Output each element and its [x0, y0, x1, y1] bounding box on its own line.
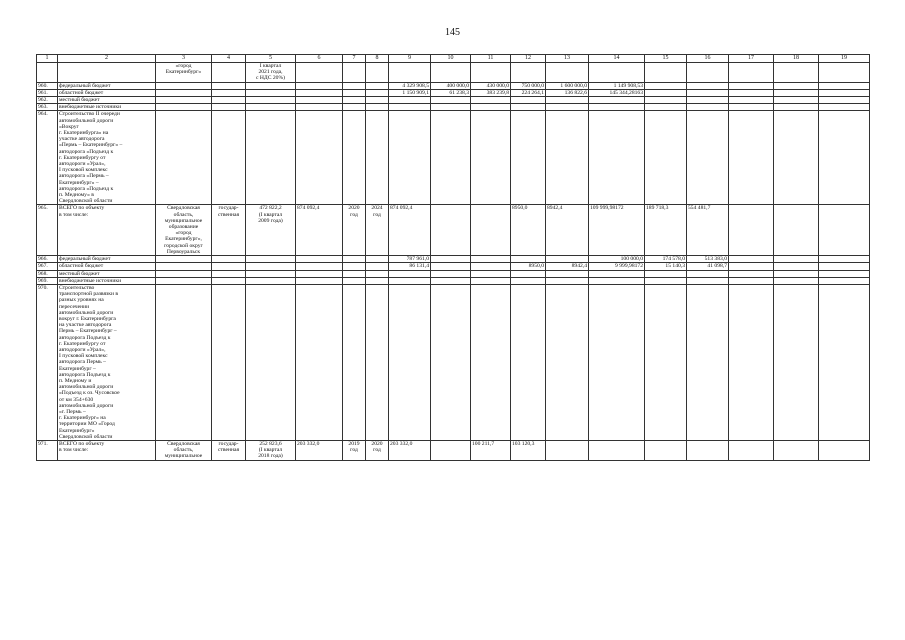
- table-cell: [819, 205, 870, 256]
- column-header: 4: [212, 55, 246, 63]
- table-cell: [645, 89, 687, 96]
- table-cell: 4 329 908,5: [389, 82, 431, 89]
- table-cell: [212, 263, 246, 270]
- table-cell: федеральный бюджет: [58, 82, 156, 89]
- table-cell: [729, 97, 774, 104]
- row-number: 969.: [37, 277, 58, 284]
- page-number: 145: [445, 27, 460, 38]
- table-cell: [729, 63, 774, 83]
- table-cell: [774, 111, 819, 205]
- table-cell: 8950,0: [511, 263, 546, 270]
- table-cell: [471, 205, 511, 256]
- table-cell: [389, 104, 431, 111]
- table-cell: [366, 82, 389, 89]
- table-cell: 189 718,3: [645, 205, 687, 256]
- table-cell: 1 600 000,0: [546, 82, 589, 89]
- table-cell: [511, 111, 546, 205]
- table-cell: [819, 97, 870, 104]
- table-cell: областной бюджет: [58, 89, 156, 96]
- table-cell: [471, 263, 511, 270]
- table-cell: [431, 270, 471, 277]
- table-cell: [511, 104, 546, 111]
- table-cell: [389, 111, 431, 205]
- table-cell: [729, 104, 774, 111]
- table-cell: [366, 63, 389, 83]
- table-cell: 109 999,98172: [589, 205, 645, 256]
- column-header: 5: [246, 55, 296, 63]
- table-cell: 750 000,0: [511, 82, 546, 89]
- table-cell: 430 000,0: [471, 82, 511, 89]
- table-cell: 203 332,0: [389, 440, 431, 460]
- table-cell: [819, 111, 870, 205]
- table-cell: [296, 63, 343, 83]
- budget-table: [36, 54, 870, 461]
- table-cell: 1 150 909,1: [389, 89, 431, 96]
- table-cell: [343, 63, 366, 83]
- table-cell: [296, 277, 343, 284]
- table-cell: [819, 104, 870, 111]
- table-cell: [645, 63, 687, 83]
- table-cell: [246, 97, 296, 104]
- table-cell: [389, 270, 431, 277]
- table-cell: 9 999,98172: [589, 263, 645, 270]
- table-cell: [687, 82, 729, 89]
- table-cell: [471, 284, 511, 440]
- table-row: [37, 97, 870, 104]
- table-row: [37, 440, 870, 460]
- table-cell: [729, 270, 774, 277]
- table-cell: ВСЕГО по объекту в том числе:: [58, 205, 156, 256]
- column-header: 11: [471, 55, 511, 63]
- table-cell: внебюджетные источники: [58, 104, 156, 111]
- table-cell: 203 332,0: [296, 440, 343, 460]
- table-cell: 103 120,3: [511, 440, 546, 460]
- table-cell: 513 383,0: [687, 256, 729, 263]
- column-header: 14: [589, 55, 645, 63]
- table-cell: 136 822,6: [546, 89, 589, 96]
- table-cell: [471, 104, 511, 111]
- table-cell: [511, 270, 546, 277]
- table-cell: [774, 263, 819, 270]
- table-cell: [729, 284, 774, 440]
- column-header: 10: [431, 55, 471, 63]
- table-cell: [645, 440, 687, 460]
- table-cell: [729, 277, 774, 284]
- table-cell: [774, 63, 819, 83]
- table-cell: [343, 263, 366, 270]
- table-cell: [212, 97, 246, 104]
- table-cell: [774, 277, 819, 284]
- column-header: 16: [687, 55, 729, 63]
- table-cell: [58, 63, 156, 83]
- table-cell: государ- ственная: [212, 205, 246, 256]
- table-cell: 8950,0: [511, 205, 546, 256]
- table-cell: Свердловская область, муниципальное: [156, 440, 212, 460]
- table-cell: [246, 263, 296, 270]
- column-header: 6: [296, 55, 343, 63]
- table-cell: [212, 89, 246, 96]
- table-cell: 554 481,7: [687, 205, 729, 256]
- table-cell: [687, 97, 729, 104]
- table-cell: [589, 104, 645, 111]
- table-row: [37, 270, 870, 277]
- table-row: [37, 277, 870, 284]
- table-cell: [645, 270, 687, 277]
- table-cell: Строительство транспортной развязки в разных уровнях на пересечении автомобильной дороги вокруг г. Екатеринбурга на участке автодорога Пермь – Екатеринбург – автодорога Подъезд к г. Екатеринбургу от автодороги «Урал», I пусковой комплекс автодорога Пермь – Екатеринбург – автодорога Подъезд к п. Медному и автомобильной дороги «Подъезд к оз. Чусовское от км 354+630 автомобильной дороги «г. Пермь – г. Екатеринбург» на территории МО «Город Екатеринбург» Свердловской области: [58, 284, 156, 440]
- column-header: 13: [546, 55, 589, 63]
- table-cell: 15 140,3: [645, 263, 687, 270]
- table-cell: [431, 63, 471, 83]
- table-cell: [431, 277, 471, 284]
- table-cell: [589, 111, 645, 205]
- table-cell: 8942,4: [546, 205, 589, 256]
- table-cell: [296, 284, 343, 440]
- table-cell: [431, 205, 471, 256]
- table-cell: 787 961,0: [389, 256, 431, 263]
- table-cell: [343, 104, 366, 111]
- table-cell: [156, 89, 212, 96]
- table-cell: [511, 277, 546, 284]
- table-cell: [366, 256, 389, 263]
- table-cell: [431, 256, 471, 263]
- table-cell: [819, 256, 870, 263]
- table-cell: [471, 63, 511, 83]
- table-cell: [156, 256, 212, 263]
- table-cell: [729, 205, 774, 256]
- table-cell: [389, 97, 431, 104]
- row-number: [37, 63, 58, 83]
- table-cell: [343, 277, 366, 284]
- table-cell: [343, 256, 366, 263]
- table-cell: [546, 104, 589, 111]
- table-cell: [156, 263, 212, 270]
- table-cell: [546, 97, 589, 104]
- table-cell: Свердловская область, муниципальное образование «город Екатеринбург», городской округ Первоуральск: [156, 205, 212, 256]
- table-cell: [687, 270, 729, 277]
- table-cell: [774, 104, 819, 111]
- table-row: [37, 205, 870, 256]
- column-header: 7: [343, 55, 366, 63]
- table-cell: [296, 111, 343, 205]
- table-cell: [645, 111, 687, 205]
- table-cell: [246, 89, 296, 96]
- column-header: 9: [389, 55, 431, 63]
- table-cell: [431, 104, 471, 111]
- table-cell: [774, 97, 819, 104]
- table-cell: [156, 97, 212, 104]
- table-cell: [729, 111, 774, 205]
- column-header: 18: [774, 55, 819, 63]
- table-cell: [546, 111, 589, 205]
- table-cell: [296, 104, 343, 111]
- table-cell: [687, 284, 729, 440]
- table-cell: [343, 111, 366, 205]
- table-cell: [819, 263, 870, 270]
- table-cell: [687, 277, 729, 284]
- table-cell: [645, 97, 687, 104]
- table-cell: [212, 63, 246, 83]
- table-cell: 400 000,0: [431, 82, 471, 89]
- table-cell: [774, 82, 819, 89]
- table-cell: [156, 82, 212, 89]
- table-cell: ВСЕГО по объекту в том числе:: [58, 440, 156, 460]
- table-cell: [296, 270, 343, 277]
- column-header: 15: [645, 55, 687, 63]
- table-cell: 100 000,0: [589, 256, 645, 263]
- table-cell: [296, 89, 343, 96]
- table-cell: 1 149 908,53: [589, 82, 645, 89]
- table-cell: 41 098,7: [687, 263, 729, 270]
- table-cell: 874 092,4: [296, 205, 343, 256]
- table-cell: 252 823,6 (I квартал 2018 года): [246, 440, 296, 460]
- table-cell: [819, 82, 870, 89]
- table-cell: [546, 270, 589, 277]
- table-cell: [212, 270, 246, 277]
- column-header: 8: [366, 55, 389, 63]
- table-cell: [156, 284, 212, 440]
- table-cell: [366, 284, 389, 440]
- table-cell: 86 131,4: [389, 263, 431, 270]
- table-cell: [589, 63, 645, 83]
- table-cell: [729, 82, 774, 89]
- table-cell: [687, 111, 729, 205]
- table-cell: [546, 63, 589, 83]
- table-cell: [296, 82, 343, 89]
- table-cell: [546, 256, 589, 263]
- table-cell: [774, 270, 819, 277]
- table-cell: [819, 270, 870, 277]
- table-cell: [343, 284, 366, 440]
- table-cell: [366, 89, 389, 96]
- table-cell: 8942,4: [546, 263, 589, 270]
- table-cell: [246, 82, 296, 89]
- table-cell: [343, 270, 366, 277]
- table-cell: [819, 89, 870, 96]
- table-cell: [589, 270, 645, 277]
- table-cell: внебюджетные источники: [58, 277, 156, 284]
- row-number: 960.: [37, 82, 58, 89]
- table-cell: [589, 440, 645, 460]
- table-cell: [431, 97, 471, 104]
- table-row: [37, 63, 870, 83]
- row-number: 971.: [37, 440, 58, 460]
- table-cell: [343, 82, 366, 89]
- table-cell: [471, 270, 511, 277]
- table-cell: [589, 277, 645, 284]
- table-cell: [729, 440, 774, 460]
- table-cell: [511, 256, 546, 263]
- row-number: 968.: [37, 270, 58, 277]
- column-header: 2: [58, 55, 156, 63]
- table-cell: [366, 104, 389, 111]
- table-cell: [511, 97, 546, 104]
- table-cell: [246, 277, 296, 284]
- row-number: 961.: [37, 89, 58, 96]
- table-cell: [774, 205, 819, 256]
- table-cell: [645, 82, 687, 89]
- table-cell: I квартал 2021 года, с НДС 20%): [246, 63, 296, 83]
- table-cell: 2020 год: [343, 205, 366, 256]
- table-cell: 145 344,28163: [589, 89, 645, 96]
- column-header: 12: [511, 55, 546, 63]
- table-cell: [546, 277, 589, 284]
- table-cell: [156, 270, 212, 277]
- table-cell: [589, 284, 645, 440]
- row-number: 963.: [37, 104, 58, 111]
- table-cell: 383 239,8: [471, 89, 511, 96]
- row-number: 966.: [37, 256, 58, 263]
- table-cell: [212, 256, 246, 263]
- table-cell: [212, 111, 246, 205]
- table-cell: [645, 277, 687, 284]
- table-cell: [156, 111, 212, 205]
- table-cell: [431, 284, 471, 440]
- column-header: 1: [37, 55, 58, 63]
- table-cell: [511, 284, 546, 440]
- table-cell: [471, 97, 511, 104]
- table-row: [37, 104, 870, 111]
- table-row: [37, 111, 870, 205]
- table-cell: [729, 263, 774, 270]
- table-cell: 174 578,0: [645, 256, 687, 263]
- table-cell: [343, 89, 366, 96]
- table-cell: [546, 440, 589, 460]
- table-cell: 2024 год: [366, 205, 389, 256]
- table-cell: 100 211,7: [471, 440, 511, 460]
- table-cell: [246, 284, 296, 440]
- table-cell: [431, 111, 471, 205]
- table-cell: [246, 104, 296, 111]
- header-row: [37, 55, 870, 63]
- row-number: 962.: [37, 97, 58, 104]
- table-cell: [366, 111, 389, 205]
- table-cell: [212, 277, 246, 284]
- table-cell: [212, 82, 246, 89]
- table-cell: [212, 104, 246, 111]
- table-cell: [246, 111, 296, 205]
- table-cell: государ- ственная: [212, 440, 246, 460]
- table-cell: [729, 256, 774, 263]
- table-cell: [645, 104, 687, 111]
- table-cell: 224 264,1: [511, 89, 546, 96]
- table-row: [37, 284, 870, 440]
- table-cell: [774, 256, 819, 263]
- table-cell: местный бюджет: [58, 270, 156, 277]
- table-cell: [819, 440, 870, 460]
- table-cell: [546, 284, 589, 440]
- table-cell: [729, 89, 774, 96]
- column-header: 17: [729, 55, 774, 63]
- table-cell: [774, 440, 819, 460]
- table-cell: 874 092,4: [389, 205, 431, 256]
- table-cell: [819, 63, 870, 83]
- table-cell: [431, 263, 471, 270]
- table-cell: областной бюджет: [58, 263, 156, 270]
- table-cell: [687, 104, 729, 111]
- table-cell: [366, 263, 389, 270]
- table-cell: [511, 63, 546, 83]
- column-header: 3: [156, 55, 212, 63]
- table-cell: [431, 440, 471, 460]
- table-cell: [774, 89, 819, 96]
- table-cell: [389, 277, 431, 284]
- row-number: 965.: [37, 205, 58, 256]
- row-number: 967.: [37, 263, 58, 270]
- table-cell: 472 822,2 (I квартал 2009 года): [246, 205, 296, 256]
- table-cell: [774, 284, 819, 440]
- table-cell: [366, 270, 389, 277]
- table-cell: 61 238,3: [431, 89, 471, 96]
- table-cell: [471, 277, 511, 284]
- table-cell: [246, 256, 296, 263]
- table-cell: [589, 97, 645, 104]
- table-cell: [246, 270, 296, 277]
- table-cell: [366, 97, 389, 104]
- table-cell: [389, 63, 431, 83]
- table-cell: [687, 63, 729, 83]
- table-cell: [296, 256, 343, 263]
- table-row: [37, 82, 870, 89]
- table-cell: [212, 284, 246, 440]
- table-cell: [687, 89, 729, 96]
- table-cell: [296, 263, 343, 270]
- table-cell: 2020 год: [366, 440, 389, 460]
- table-row: [37, 89, 870, 96]
- table-cell: [819, 277, 870, 284]
- table-cell: [156, 104, 212, 111]
- row-number: 964.: [37, 111, 58, 205]
- column-header: 19: [819, 55, 870, 63]
- table-cell: [687, 440, 729, 460]
- table-cell: [645, 284, 687, 440]
- table-cell: [366, 277, 389, 284]
- table-cell: [471, 111, 511, 205]
- table-cell: федеральный бюджет: [58, 256, 156, 263]
- table-cell: [471, 256, 511, 263]
- table-cell: «город Екатеринбург»: [156, 63, 212, 83]
- row-number: 970.: [37, 284, 58, 440]
- table-cell: местный бюджет: [58, 97, 156, 104]
- table-row: [37, 263, 870, 270]
- table-cell: Строительство II очереди автомобильной дороги «Вокруг г. Екатеринбурга» на участке автодорога «Пермь – Екатеринбург» – автодорога «Подъезд к г. Екатеринбургу от автодороги «Урал», I пусковой комплекс автодорога «Пермь – Екатеринбург» – автодорога «Подъезд к п. Медному» в Свердловской области: [58, 111, 156, 205]
- table-cell: [156, 277, 212, 284]
- table-row: [37, 256, 870, 263]
- table-cell: [389, 284, 431, 440]
- table-cell: [296, 97, 343, 104]
- table-cell: [819, 284, 870, 440]
- table-cell: [343, 97, 366, 104]
- table-cell: 2019 год: [343, 440, 366, 460]
